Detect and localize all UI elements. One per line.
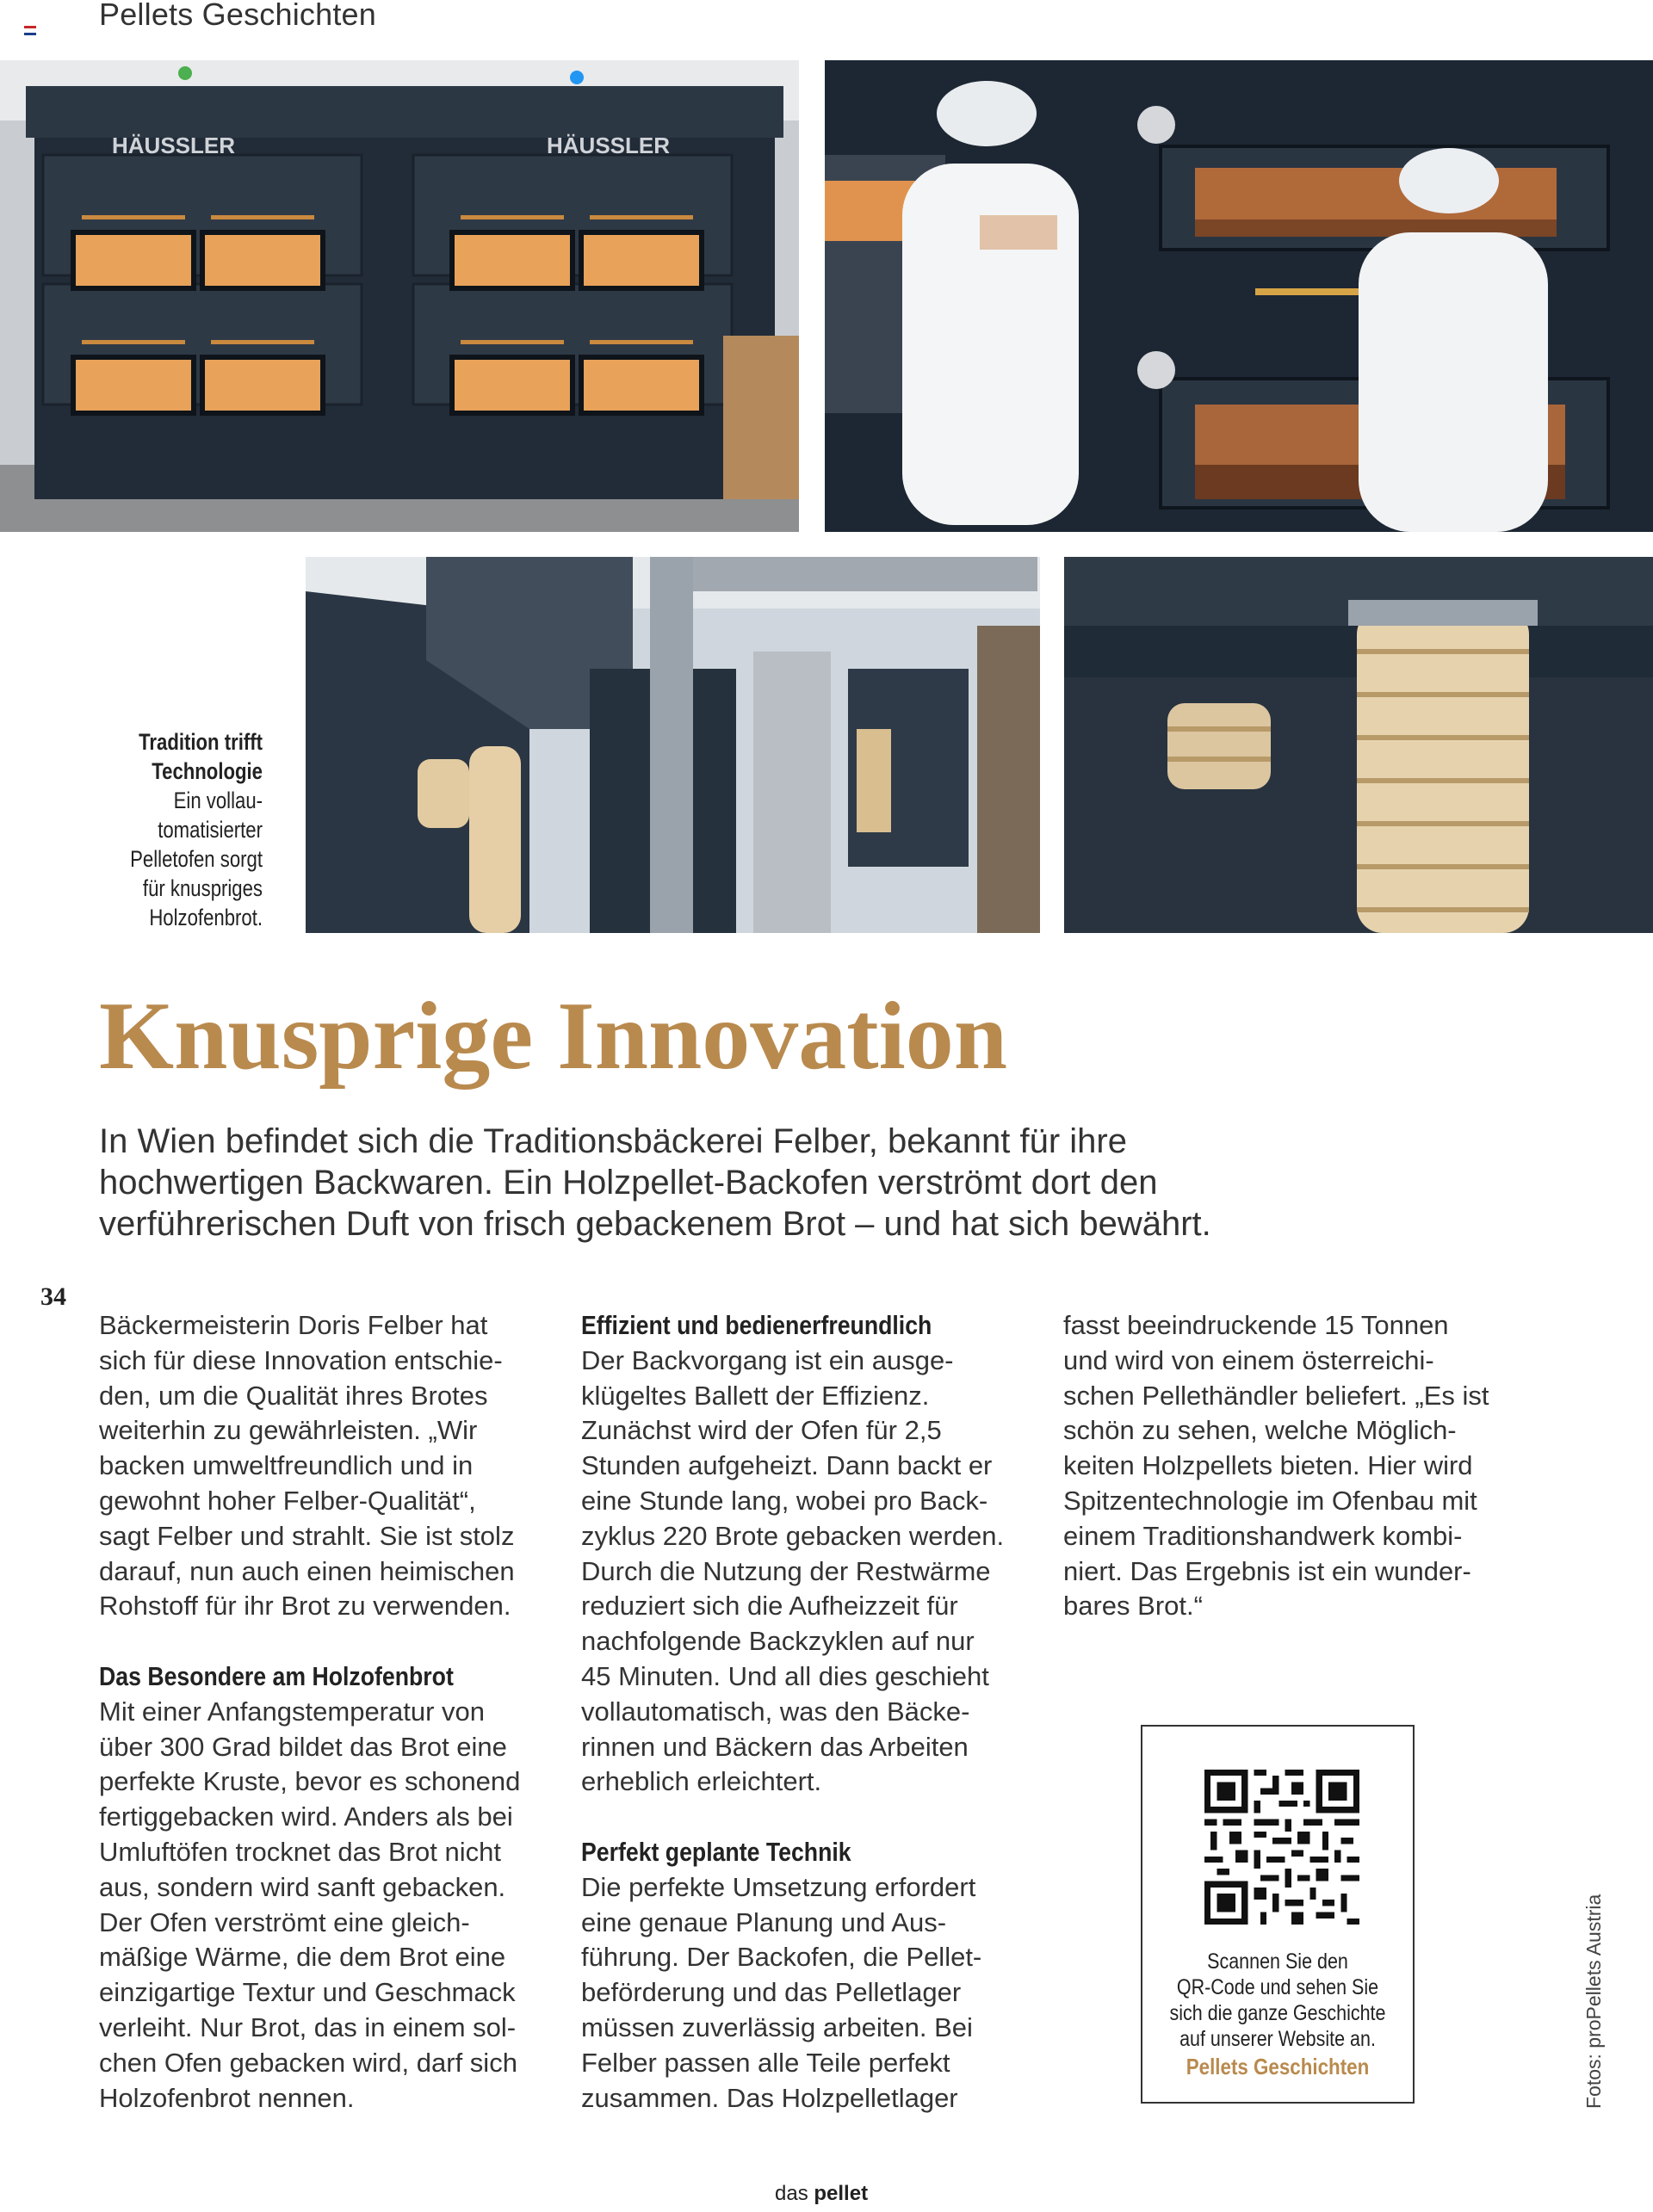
- body-line: Bäckermeisterin Doris Felber hat: [99, 1310, 488, 1340]
- body-line: müssen zuverlässig arbeiten. Bei: [581, 2011, 973, 2042]
- body-line: Spitzentechnologie im Ofenbau mit: [1063, 1485, 1477, 1516]
- qr-instructions: [1161, 1949, 1394, 2052]
- body-line: klügeltes Ballett der Effizienz.: [581, 1380, 930, 1411]
- body-line: nachfolgende Backzyklen auf nur: [581, 1626, 975, 1657]
- article-column-3: [1063, 1308, 1502, 1624]
- body-line: darauf, nun auch einen heimischen: [99, 1555, 515, 1586]
- qr-code-icon[interactable]: [1204, 1770, 1359, 1925]
- footer-prefix: das: [775, 2182, 808, 2205]
- photo-bakers: [825, 60, 1653, 532]
- body-line: eine Stunde lang, wobei pro Back-: [581, 1485, 988, 1516]
- body-line: Der Backvorgang ist ein ausge-: [581, 1344, 954, 1375]
- caption-line: Ein vollau-: [173, 788, 263, 813]
- body-line: schön zu sehen, welche Möglich-: [1063, 1415, 1457, 1446]
- photo-ovens: [0, 60, 799, 532]
- caption-title-1: Tradition trifft: [139, 729, 263, 755]
- body-line: Die perfekte Umsetzung erfordert: [581, 1871, 976, 1902]
- oven-brand-right: HÄUSSLER: [547, 133, 671, 158]
- subheading: Effizient und bedienerfreundlich: [581, 1310, 932, 1340]
- body-line: Rohstoff für ihr Brot zu verwenden.: [99, 1591, 511, 1622]
- body-line: mäßige Wärme, die dem Brot eine: [99, 1942, 506, 1973]
- caption-line: tomatisierter: [158, 817, 263, 843]
- intro-line: In Wien befindet sich die Traditionsbäckerei Felber, bekannt für ihre: [99, 1122, 1127, 1160]
- qr-code-box[interactable]: [1141, 1725, 1415, 2104]
- article-intro: [99, 1121, 1390, 1245]
- qr-text-line: sich die ganze Geschichte: [1169, 2001, 1386, 2025]
- body-line: Mit einer Anfangstemperatur von: [99, 1696, 486, 1727]
- oven-brand-left: HÄUSSLER: [112, 133, 236, 158]
- body-line: 45 Minuten. Und all dies geschieht: [581, 1660, 989, 1691]
- body-line: erheblich erleichtert.: [581, 1766, 822, 1797]
- caption-line: Pelletofen sorgt: [130, 846, 263, 872]
- body-line: backen umweltfreundlich und in: [99, 1450, 474, 1481]
- body-line: bares Brot.“: [1063, 1591, 1203, 1622]
- body-line: beförderung und das Pelletlager: [581, 1977, 962, 2008]
- page-number: 34: [40, 1282, 66, 1311]
- article-column-2: [581, 1308, 1020, 2116]
- caption-line: Holzofenbrot.: [149, 905, 263, 930]
- flag-icon: [24, 26, 36, 34]
- body-line: Der Ofen verströmt eine gleich-: [99, 1906, 470, 1937]
- body-line: gewohnt hoher Felber-Qualität“,: [99, 1485, 476, 1516]
- body-line: Durch die Nutzung der Restwärme: [581, 1555, 991, 1586]
- body-line: schen Pellethändler beliefert. „Es ist: [1063, 1380, 1489, 1411]
- body-line: chen Ofen gebacken wird, darf sich: [99, 2047, 517, 2078]
- body-line: einzigartige Textur und Geschmack: [99, 1977, 516, 2008]
- body-line: vollautomatisch, was den Bäcke-: [581, 1696, 970, 1727]
- footer-brand: pellet: [814, 2182, 869, 2205]
- body-line: führung. Der Backofen, die Pellet-: [581, 1942, 982, 1973]
- body-line: keiten Holzpellets bieten. Hier wird: [1063, 1450, 1473, 1481]
- body-line: zyklus 220 Brote gebacken werden.: [581, 1520, 1005, 1551]
- body-line: Holzofenbrot nennen.: [99, 2082, 355, 2113]
- article-column-1: [99, 1308, 538, 2116]
- body-line: sagt Felber und strahlt. Sie ist stolz: [99, 1520, 515, 1551]
- body-line: zusammen. Das Holzpelletlager: [581, 2082, 958, 2113]
- body-line: reduziert sich die Aufheizzeit für: [581, 1591, 958, 1622]
- section-title: Pellets Geschichten: [99, 0, 376, 32]
- body-line: Stunden aufgeheizt. Dann backt er: [581, 1450, 993, 1481]
- body-line: niert. Das Ergebnis ist ein wunder-: [1063, 1555, 1471, 1586]
- intro-line: verführerischen Duft von frisch gebackenem Brot – und hat sich bewährt.: [99, 1205, 1211, 1243]
- qr-text-line: auf unserer Website an.: [1179, 2027, 1376, 2051]
- body-line: fertiggebacken wird. Anders als bei: [99, 1801, 513, 1832]
- body-line: eine genaue Planung und Aus-: [581, 1906, 947, 1937]
- body-line: aus, sondern wird sanft gebacken.: [99, 1871, 506, 1902]
- magazine-footer: [775, 2182, 868, 2206]
- body-line: verleiht. Nur Brot, das in einem sol-: [99, 2011, 517, 2042]
- intro-line: hochwertigen Backwaren. Ein Holzpellet-Backofen verströmt dort den: [99, 1164, 1158, 1202]
- article-headline: Knusprige Innovation: [99, 983, 1007, 1090]
- body-line: rinnen und Bäckern das Arbeiten: [581, 1731, 969, 1762]
- body-line: und wird von einem österreichi-: [1063, 1344, 1434, 1375]
- qr-text-line: Scannen Sie den: [1207, 1949, 1348, 1974]
- subheading: Perfekt geplante Technik: [581, 1836, 851, 1867]
- body-line: fasst beeindruckende 15 Tonnen: [1063, 1310, 1449, 1340]
- caption-line: für knuspriges: [142, 875, 263, 901]
- body-line: über 300 Grad bildet das Brot eine: [99, 1731, 507, 1762]
- photo-caption: [77, 727, 263, 932]
- photo-pellet-conveyors: [306, 557, 1040, 933]
- body-line: Umluftöfen trocknet das Brot nicht: [99, 1836, 501, 1867]
- body-line: perfekte Kruste, bevor es schonend: [99, 1766, 521, 1797]
- photo-pellet-hose: [1064, 557, 1653, 933]
- caption-title-2: Technologie: [152, 758, 263, 784]
- body-line: den, um die Qualität ihres Brotes: [99, 1380, 488, 1411]
- subheading: Das Besondere am Holzofenbrot: [99, 1660, 454, 1691]
- photo-credit: Fotos: proPellets Austria: [1582, 1894, 1605, 2109]
- qr-text-line: QR-Code und sehen Sie: [1176, 1975, 1379, 1999]
- body-line: sich für diese Innovation entschie-: [99, 1344, 503, 1375]
- body-line: weiterhin zu gewährleisten. „Wir: [99, 1415, 478, 1446]
- body-line: einem Traditionshandwerk kombi-: [1063, 1520, 1463, 1551]
- qr-link-pellets-geschichten[interactable]: Pellets Geschichten: [1186, 2054, 1370, 2079]
- body-line: Zunächst wird der Ofen für 2,5: [581, 1415, 942, 1446]
- body-line: Felber passen alle Teile perfekt: [581, 2047, 950, 2078]
